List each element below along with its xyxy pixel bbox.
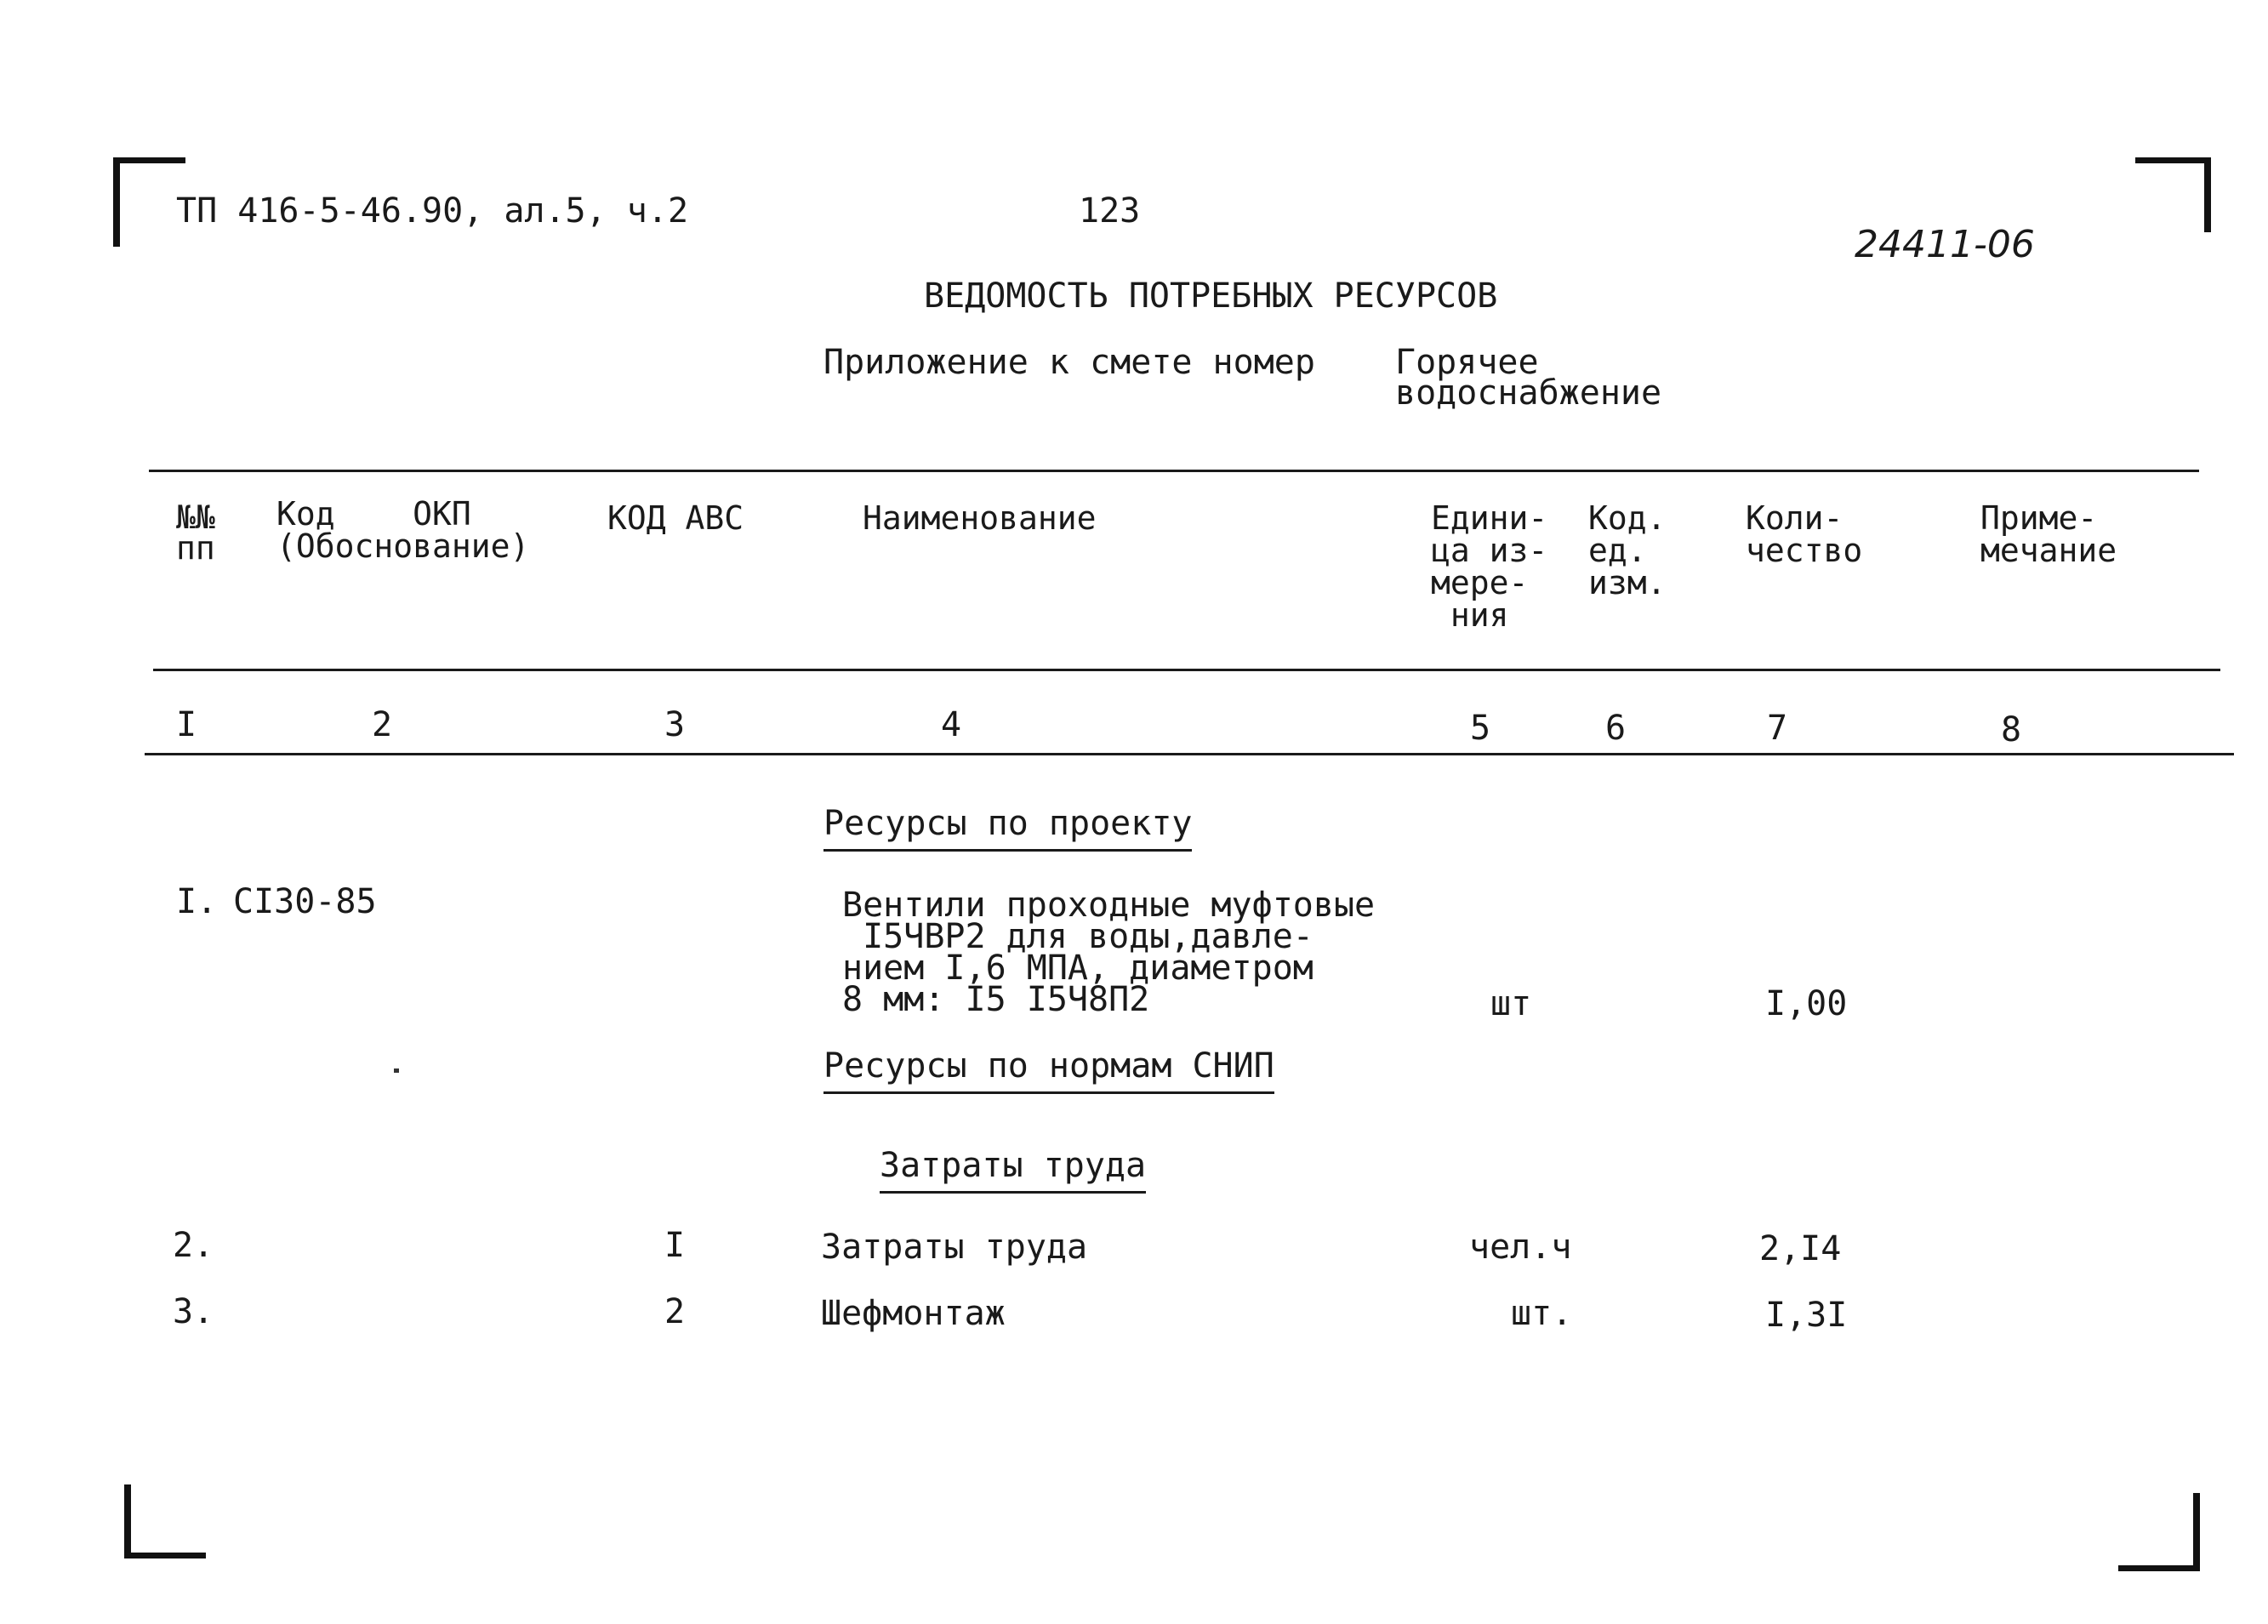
- corner-mark-top-right: [2204, 157, 2211, 232]
- section-heading-snip: Ресурсы по нормам СНИП: [823, 1049, 1274, 1094]
- column-number: 8: [2001, 710, 2022, 749]
- corner-mark-bottom-right: [2193, 1493, 2200, 1571]
- page-number: 123: [1079, 191, 1141, 231]
- column-numbers-rule: [145, 753, 2234, 755]
- corner-mark-top-left: [113, 157, 185, 163]
- column-number: 4: [941, 705, 962, 744]
- row-number: 2.: [173, 1226, 214, 1265]
- column-number: 5: [1470, 709, 1491, 748]
- appendix-value: [1395, 343, 1662, 413]
- row-number: I.: [176, 882, 218, 921]
- stray-mark: [394, 1068, 399, 1073]
- page-title: ВЕДОМОСТЬ ПОТРЕБНЫХ РЕСУРСОВ: [924, 276, 1498, 316]
- row-name: Вентили проходные муфтовые I5ЧВР2 для воды,давле- нием I,6 МПА, диаметром 8 мм: I5 I5Ч8П2: [842, 886, 1376, 1019]
- column-header-unit: Едини- ца из- мере- ния: [1431, 499, 1548, 634]
- column-number: 3: [664, 705, 686, 744]
- row-quantity: I,3I: [1765, 1296, 1848, 1335]
- row-abc-code: I: [664, 1226, 686, 1265]
- column-header-name: Наименование: [863, 499, 1097, 537]
- row-unit: шт.: [1511, 1294, 1573, 1333]
- row-okp-code: СI30-85: [233, 882, 377, 921]
- row-name: Шефмонтаж: [821, 1294, 1006, 1333]
- appendix-value-line: водоснабжение: [1395, 373, 1662, 413]
- row-unit: шт: [1490, 984, 1532, 1023]
- corner-mark-top-left: [113, 157, 120, 247]
- table-top-rule: [149, 470, 2199, 472]
- corner-mark-bottom-right: [2118, 1565, 2200, 1571]
- column-number: 2: [372, 705, 393, 744]
- row-unit: чел.ч: [1469, 1228, 1572, 1267]
- column-header-quantity: Коли- чество: [1746, 499, 1863, 569]
- handwritten-reference: 24411-06: [1855, 223, 2035, 266]
- column-header-note: Приме- мечание: [1980, 499, 2117, 569]
- appendix-value-line: Горячее: [1395, 343, 1539, 382]
- corner-mark-top-right: [2135, 157, 2211, 163]
- column-header-okp-code: Код ОКП (Обоснование): [276, 495, 530, 565]
- document-code: ТП 416-5-46.90, ал.5, ч.2: [176, 191, 689, 231]
- section-heading-labor: Затраты труда: [880, 1148, 1146, 1194]
- corner-mark-bottom-left: [124, 1484, 131, 1558]
- section-heading-project: Ресурсы по проекту: [823, 806, 1192, 852]
- row-quantity: I,00: [1765, 984, 1848, 1023]
- row-name: Затраты труда: [821, 1228, 1088, 1267]
- row-number: 3.: [173, 1292, 214, 1331]
- column-number: I: [176, 705, 197, 744]
- appendix-label: Приложение к смете номер: [823, 343, 1315, 382]
- column-number: 7: [1767, 709, 1788, 748]
- column-header-number: №№ пп: [176, 499, 215, 567]
- column-number: 6: [1605, 709, 1627, 748]
- header-bottom-rule: [153, 669, 2220, 671]
- row-abc-code: 2: [664, 1292, 686, 1331]
- corner-mark-bottom-left: [124, 1553, 206, 1558]
- column-header-abc-code: КОД АВС: [607, 499, 744, 537]
- row-quantity: 2,I4: [1759, 1229, 1842, 1268]
- column-header-unit-code: Код. ед. изм.: [1588, 499, 1667, 601]
